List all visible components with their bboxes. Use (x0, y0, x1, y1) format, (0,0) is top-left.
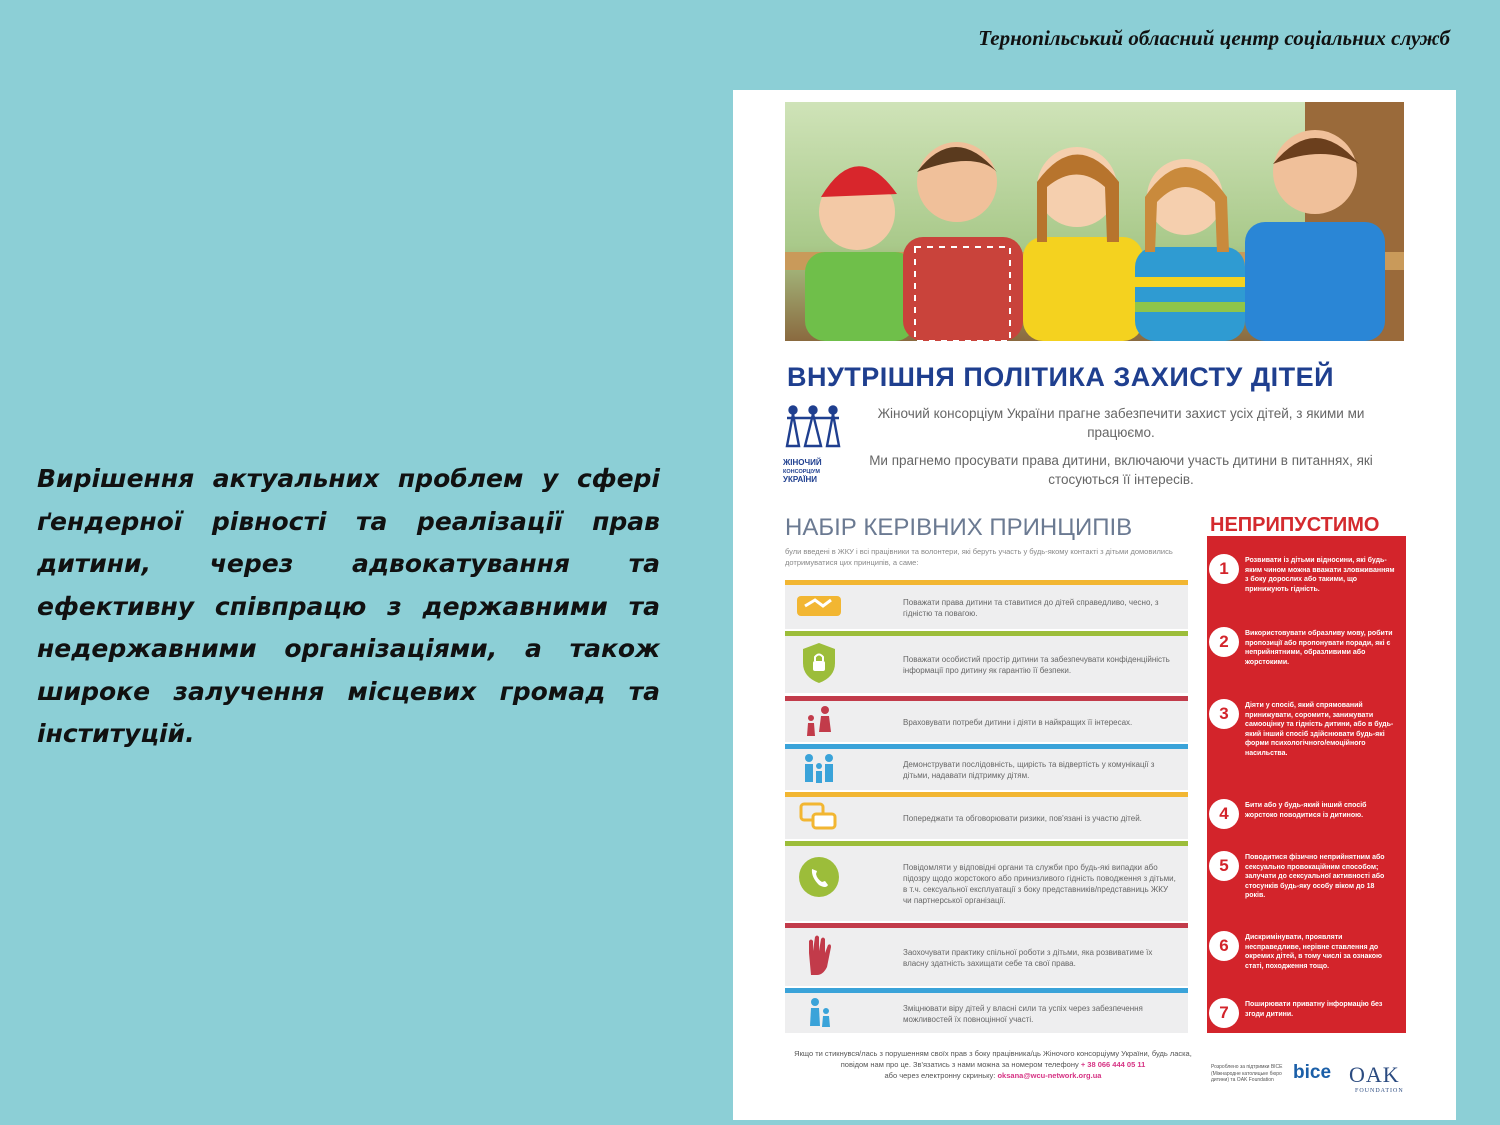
prohibited-text: Розвивати із дітьми відносини, які будь-яким чином можна вважати зловживанням з боку дорослих або такими, що принижують гідність. (1245, 557, 1395, 593)
policy-poster (733, 90, 1456, 1120)
bice-logo: bice (1293, 1062, 1332, 1083)
prohibited-text: Дискримінувати, проявляти несправедливе, нерівне ставлення до окремих дітей, в тому числі за ознакою статі, походження тощо. (1245, 934, 1383, 970)
footer-note: Розроблено за підтримки BICE (Міжнародне католицьке бюро дитини) та OAK Foundation (1211, 1064, 1283, 1083)
prohibited-text: Бити або у будь-який інший спосіб жорстоко поводитися із дитиною. (1245, 802, 1367, 819)
principle-row (785, 841, 1188, 921)
principle-row (785, 923, 1188, 986)
lock-shield-icon (795, 639, 843, 689)
prohibited-text: Поширювати приватну інформацію без згоди дитини. (1245, 1001, 1383, 1018)
principle-text: Враховувати потреби дитини і діяти в найкращих її інтересах. (903, 717, 1133, 727)
principle-row (785, 696, 1188, 742)
intro-text-2: Ми прагнемо просувати права дитини, включаючи участь дитини в питаннях, які стосуються її інтересів. (869, 453, 1373, 487)
principle-text: Зміцнювати віру дітей у власні сили та успіх через забезпечення можливостей їх повноцінної участі. (903, 1003, 1143, 1024)
principle-text: Заохочувати практику спільної роботи з дітьми, яка розвиватиме їх власну здатність захищати себе та свої права. (903, 947, 1153, 968)
footer-text: Якщо ти стикнувся/лась з порушенням своїх прав з боку працівника/ць Жіночого консорціуму України, будь ласка, повідом нам про це. Зв'язатись з нами можна за номером телефону (794, 1049, 1192, 1069)
principles-subtitle: були введені в ЖКУ і всі працівники та волонтери, які беруть участь у будь-якому контакті з дітьми домовились дотримуватися цих принципів, а саме: (785, 547, 1173, 567)
footer-email: oksana@wcu-network.org.ua (997, 1071, 1102, 1080)
children-photo (785, 102, 1404, 341)
wcu-logo (783, 402, 843, 492)
prohibited-number: 4 (1209, 799, 1239, 829)
prohibited-text: Поводитися фізично неприйнятним або сексуально провокаційним способом; залучати до сексуальної активності або стосунків будь-яку особу віком до 18 років. (1245, 854, 1385, 900)
principle-row (785, 988, 1188, 1033)
oak-logo-subtitle: FOUNDATION (1355, 1088, 1404, 1094)
principle-row (785, 631, 1188, 693)
prohibited-number: 1 (1209, 554, 1239, 584)
prohibited-number: 7 (1209, 998, 1239, 1028)
principles-heading: НАБІР КЕРІВНИХ ПРИНЦИПІВ (785, 514, 1133, 541)
prohibited-number: 3 (1209, 699, 1239, 729)
parent-child-icon (795, 704, 843, 738)
principle-text: Поважати права дитини та ставитися до дітей справедливо, чесно, з гідністю та повагою. (903, 597, 1159, 618)
prohibited-number: 2 (1209, 627, 1239, 657)
logo-line-2: КОНСОРЦІУМ (783, 468, 820, 475)
chat-icon (795, 800, 843, 835)
parent-child-walk-icon (795, 996, 843, 1029)
poster-footer (793, 1048, 1193, 1081)
principle-row (785, 744, 1188, 790)
prohibited-number: 6 (1209, 931, 1239, 961)
prohibited-heading: НЕПРИПУСТИМО (1210, 514, 1380, 536)
logo-line-3: УКРАЇНИ (783, 475, 818, 484)
footer-email-prefix: або через електронну скриньку: (884, 1071, 996, 1080)
principle-row (785, 580, 1188, 629)
poster-title: ВНУТРІШНЯ ПОЛІТИКА ЗАХИСТУ ДІТЕЙ (787, 362, 1334, 392)
principle-row (785, 792, 1188, 839)
stop-hand-icon (795, 931, 843, 982)
logo-line-1: ЖІНОЧИЙ (783, 458, 822, 467)
principle-text: Повідомляти у відповідні органи та служби про будь-які випадки або підозру щодо жорстокого або принизливого гідність поводження з дітьми, в т.ч. сексуальної експлуатації з боку представників/представниць ЖКУ чи партнерської організації. (903, 863, 1176, 905)
prohibited-number: 5 (1209, 851, 1239, 881)
organization-name: Тернопільський обласний центр соціальних служб (978, 26, 1450, 50)
prohibited-text: Використовувати образливу мову, робити пропозиції або пропонувати поради, які є неприйнятними, образливими або жорстокими. (1245, 630, 1393, 666)
principle-text: Попереджати та обговорювати ризики, пов'язані із участю дітей. (903, 814, 1142, 823)
principle-text: Демонструвати послідовність, щирість та відвертість у комунікації з дітьми, надавати підтримку дітям. (903, 760, 1155, 780)
family-icon (795, 752, 843, 786)
phone-icon (795, 849, 843, 917)
oak-logo: OAK (1349, 1062, 1400, 1087)
footer-phone: + 38 066 444 05 11 (1080, 1060, 1146, 1069)
lead-paragraph: Вирішення актуальних проблем у сфері ґендерної рівності та реалізації прав дитини, через адвокатування та ефективну співпрацю з державними та недержавними організаціями, а також широке залучення місцевих громад та інституцій. (37, 464, 660, 748)
prohibited-text: Діяти у спосіб, який спрямований принижувати, соромити, занижувати самооцінку та гідність дитини, або в будь-який інший спосіб здійснювати будь-які форми психологічного/емоційного насильства. (1245, 702, 1394, 757)
handshake-icon (795, 588, 843, 625)
prohibited-panel (1207, 536, 1406, 1033)
intro-text-1: Жіночий консорціум України прагне забезпечити захист усіх дітей, з якими ми працюємо. (877, 406, 1365, 440)
principle-text: Поважати особистий простір дитини та забезпечувати конфіденційність інформації про дитину як гарантію її безпеки. (903, 655, 1170, 675)
consortium-emblem-icon (783, 402, 843, 454)
